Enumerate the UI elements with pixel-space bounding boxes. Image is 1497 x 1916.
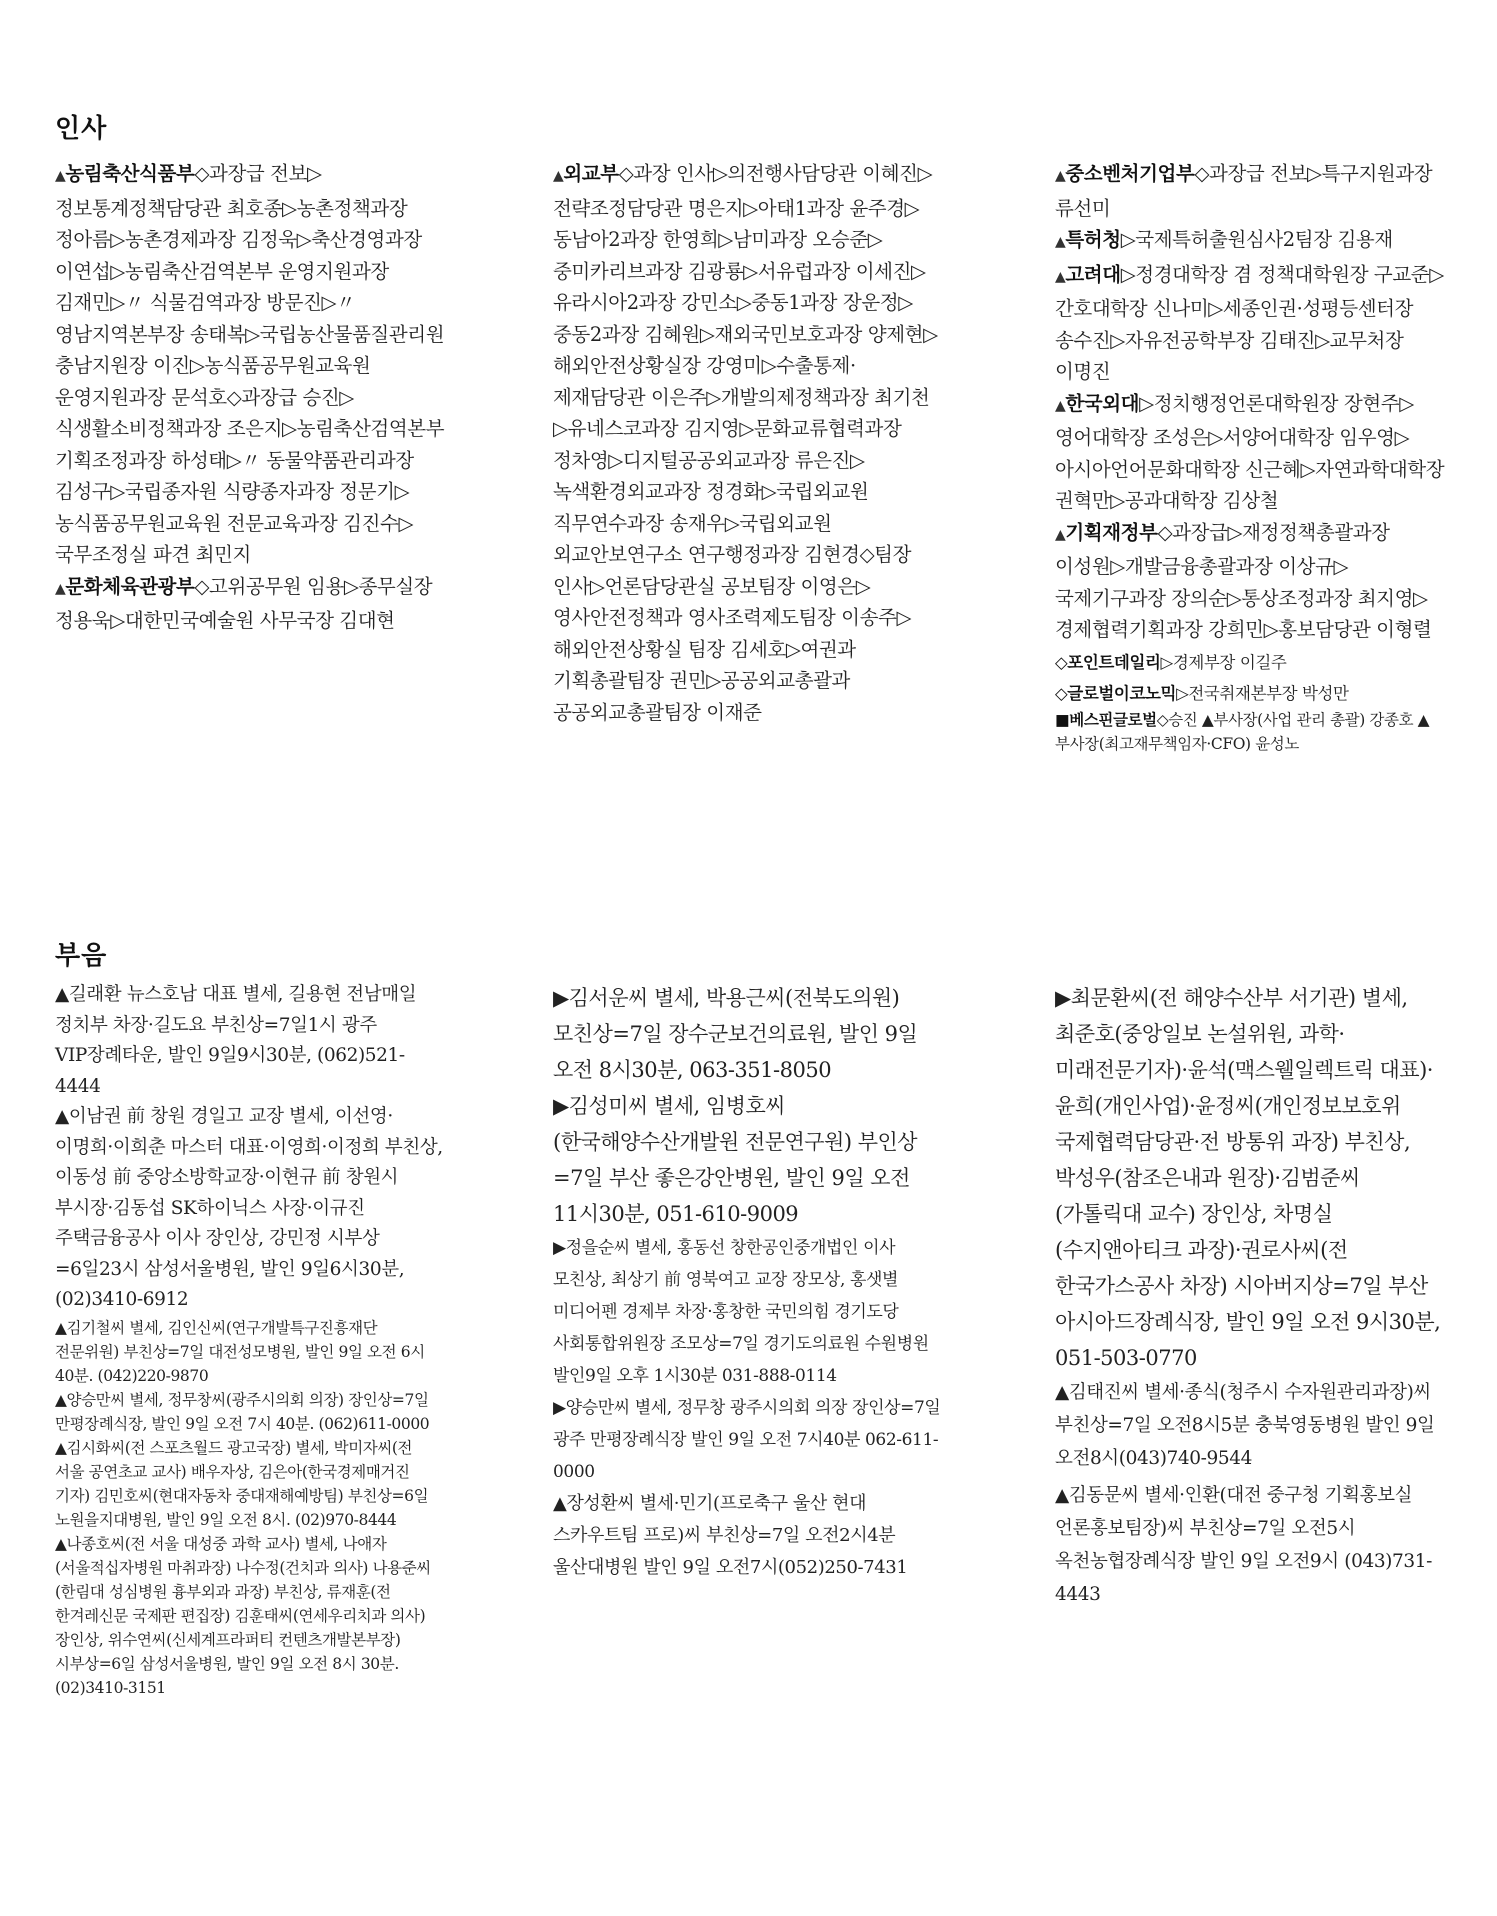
obituary-entry: ▲나종호씨(전 서울 대성중 과학 교사) 별세, 나애자(서울적십자병원 마취과장) 나수정(건치과 의사) 나용준씨(한림대 성심병원 흉부외과 과장) 부친상, 류재훈(전 한겨레신문 국제판 편집장) 김훈태씨(연세우리치과 의사) 장인상, 위수연씨(신세계프라퍼티 컨텐츠개발본부장) 시부상=6일 삼성서울병원, 발인 9일 오전 8시 30분. (02)3410-3151 [55, 1534, 431, 1697]
entry-text: ◇과장급 전보▷정보통계정책담당관 최호종▷농촌정책과장 정아름▷농촌경제과장 김정욱▷축산경영과장 이연섭▷농림축산검역본부 운영지원과장 김재민▷〃 식물검역과장 방문진▷〃 영남지역본부장 송태복▷국립농산물품질관리원 충남지원장 이진▷농식품공무원교육원 운영지원과장 문석호◇과장급 승진▷식생활소비정책과장 조은지▷농림축산검역본부 기획조정과장 하성태▷〃 동물약품관리과장 김성구▷국립종자원 식량종자과장 정문기▷농식품공무원교육원 전문교육과장 김진수▷국무조정실 파견 최민지 [55, 162, 445, 566]
section-title-obituary: 부음 [55, 941, 108, 971]
personnel-column-3 [1055, 158, 1445, 756]
entry-text: ◇과장급 전보▷특구지원과장 류선미 [1055, 162, 1433, 220]
obituary-column-2 [553, 980, 943, 1584]
personnel-entry [553, 158, 943, 728]
personnel-column-2 [553, 158, 943, 728]
section-title-personnel: 인사 [55, 114, 108, 144]
obituary-column-3 [1055, 980, 1445, 1611]
obituary-entry: ▶김성미씨 별세, 임병호씨(한국해양수산개발원 전문연구원) 부인상=7일 부산 좋은강안병원, 발인 9일 오전 11시30분, 051-610-9009 [553, 1094, 918, 1226]
org-name: 중소벤처기업부 [1065, 162, 1195, 185]
obituary-entry: ▲김태진씨 별세·종식(청주시 수자원관리과장)씨 부친상=7일 오전8시5분 충북영동병원 발인 9일 오전8시(043)740-9544 [1055, 1382, 1435, 1469]
org-name: ◇글로벌이코노믹 [1055, 683, 1177, 703]
triangle-icon: ▲ [553, 168, 564, 184]
triangle-icon: ▲ [1055, 168, 1066, 184]
triangle-icon: ▲ [1055, 526, 1066, 543]
personnel-entry [55, 158, 445, 571]
obituary-entry: ▲길래환 뉴스호남 대표 별세, 길용현 전남매일 정치부 차장·길도요 부친상=7일1시 광주 VIP장례타운, 발인 9일9시30분, (062)521-4444 [55, 984, 417, 1097]
org-name: 외교부 [563, 162, 619, 185]
triangle-icon: ▲ [1055, 234, 1066, 250]
obituary-entry: ▲장성환씨 별세·민기(프로축구 울산 현대 스카우트팀 프로)씨 부친상=7일 오전2시4분 울산대병원 발인 9일 오전7시(052)250-7431 [553, 1493, 908, 1578]
entry-text: ▷정치행정언론대학원장 장현주▷영어대학장 조성은▷서양어대학장 임우영▷아시아언어문화대학장 신근혜▷자연과학대학장 권혁만▷공과대학장 김상철 [1055, 391, 1445, 512]
entry-text: ▷전국취재본부장 박성만 [1176, 683, 1349, 703]
entry-text: ▷국제특허출원심사2팀장 김용재 [1120, 228, 1393, 251]
triangle-icon: ▲ [55, 580, 66, 597]
obituary-entry: ▲김시화씨(전 스포츠월드 광고국장) 별세, 박미자씨(전 서울 공연초교 교사) 배우자상, 김은아(한국경제매거진 기자) 김민호씨(현대자동차 중대재해예방팀) 부친상=6일 노원을지대병원, 발인 9일 오전 8시. (02)970-8444 [55, 1438, 429, 1529]
org-name: 문화체육관광부 [65, 574, 195, 598]
entry-text: ◇과장 인사▷의전행사담당관 이혜진▷전략조정담당관 명은지▷아태1과장 윤주경▷동남아2과장 한영희▷남미과장 오승준▷중미카리브과장 김광룡▷서유럽과장 이세진▷유라시아2과장 강민소▷중동1과장 장운정▷중동2과장 김혜원▷재외국민보호과장 양제현▷해외안전상황실장 강영미▷수출통제·제재담당관 이은주▷개발의제정책과장 최기천▷유네스코과장 김지영▷문화교류협력과장 정차영▷디지털공공외교과장 류은진▷녹색환경외교과장 정경화▷국립외교원 직무연수과장 송재우▷국립외교원 외교안보연구소 연구행정과장 김현경◇팀장 인사▷언론담당관실 공보팀장 이영은▷영사안전정책과 영사조력제도팀장 이송주▷해외안전상황실 팀장 김세호▷여권과 기획총괄팀장 권민▷공공외교총괄과 공공외교총괄팀장 이재준 [553, 162, 938, 724]
obituary-entry: ▲김기철씨 별세, 김인신씨(연구개발특구진흥재단 전문위원) 부친상=7일 대전성모병원, 발인 9일 오전 6시 40분. (042)220-9870 [55, 1318, 425, 1385]
org-name: 특허청 [1065, 228, 1121, 251]
obituary-entry: ▶최문환씨(전 해양수산부 서기관) 별세, 최준호(중앙일보 논설위원, 과학·미래전문기자)·윤석(맥스웰일렉트릭 대표)·윤희(개인사업)·윤정씨(개인정보보호위 국제협력담당관·전 방통위 과장) 부친상, 박성우(참조은내과 원장)·김범준씨(가톨릭대 교수) 장인상, 차명실(수지앤아티크 과장)·권로사씨(전 한국가스공사 차장) 시아버지상=7일 부산 아시아드장례식장, 발인 9일 오전 9시30분, 051-503-0770 [1055, 986, 1441, 1370]
personnel-column-1 [55, 158, 445, 637]
obituary-entry: ▲김동문씨 별세·인환(대전 중구청 기획홍보실 언론홍보팀장)씨 부친상=7일 오전5시 옥천농협장례식장 발인 9일 오전9시 (043)731-4443 [1055, 1485, 1432, 1605]
obituary-entry: ▲양승만씨 별세, 정무창씨(광주시의회 의장) 장인상=7일 만평장례식장, 발인 9일 오전 7시 40분. (062)611-0000 [55, 1390, 430, 1433]
triangle-icon: ▲ [55, 168, 66, 184]
entry-text: ◇과장급▷재정정책총괄과장 이성원▷개발금융총괄과장 이상규▷국제기구과장 장의순▷통상조정과장 최지영▷경제협력기획과장 강희민▷홍보담당관 이형렬 [1055, 520, 1432, 641]
personnel-entry-small [1055, 681, 1445, 706]
personnel-entry [1055, 259, 1445, 388]
org-name: 농림축산식품부 [65, 162, 195, 185]
personnel-entry [55, 571, 445, 637]
org-name: 기획재정부 [1065, 520, 1158, 544]
personnel-entry [1055, 388, 1445, 517]
entry-text: ◇고위공무원 임용▷종무실장 정용욱▷대한민국예술원 사무국장 김대현 [55, 574, 433, 632]
org-name: 고려대 [1065, 262, 1121, 286]
obituary-entry: ▶김서운씨 별세, 박용근씨(전북도의원) 모친상=7일 장수군보건의료원, 발인 9일 오전 8시30분, 063-351-8050 [553, 986, 918, 1082]
org-name: 한국외대 [1065, 391, 1140, 415]
org-name: ◇포인트데일리 [1055, 652, 1161, 672]
obituary-entry: ▶양승만씨 별세, 정무창 광주시의회 의장 장인상=7일 광주 만평장례식장 발인 9일 오전 7시40분 062-611-0000 [553, 1398, 941, 1482]
personnel-entry [1055, 158, 1445, 224]
triangle-icon: ▲ [1055, 268, 1066, 285]
obituary-column-1 [55, 980, 445, 1700]
org-name: ■베스핀글로벌 [1055, 710, 1157, 729]
entry-text: ▷경제부장 이길주 [1160, 652, 1287, 672]
personnel-entry [1055, 224, 1445, 259]
triangle-icon: ▲ [1055, 397, 1066, 414]
obituary-entry: ▶정을순씨 별세, 홍동선 창한공인중개법인 이사 모친상, 최상기 前 영북여고 교장 장모상, 홍샛별 미디어펜 경제부 차장·홍창한 국민의힘 경기도당 사회통합위원장 조모상=7일 경기도의료원 수원병원 발인9일 오후 1시30분 031-888-0114 [553, 1238, 929, 1386]
obituary-entry: ▲이남권 前 창원 경일고 교장 별세, 이선영·이명희·이희춘 마스터 대표·이영희·이정희 부친상, 이동성 前 중앙소방학교장·이현규 前 창원시 부시장·김동섭 SK하이닉스 사장·이규진 주택금융공사 이사 장인상, 강민정 시부상=6일23시 삼성서울병원, 발인 9일6시30분, (02)3410-6912 [55, 1106, 443, 1310]
personnel-entry-small [1055, 650, 1445, 675]
entry-text: ◇승진 ▲부사장(사업 관리 총괄) 강종호 ▲부사장(최고재무책임자·CFO) 윤성노 [1055, 710, 1430, 753]
personnel-entry [1055, 517, 1445, 646]
personnel-entry-small [1055, 708, 1445, 756]
entry-text: ▷정경대학장 겸 정책대학원장 구교준▷간호대학장 신나미▷세종인권·성평등센터장 송수진▷자유전공학부장 김태진▷교무처장 이명진 [1055, 262, 1444, 383]
